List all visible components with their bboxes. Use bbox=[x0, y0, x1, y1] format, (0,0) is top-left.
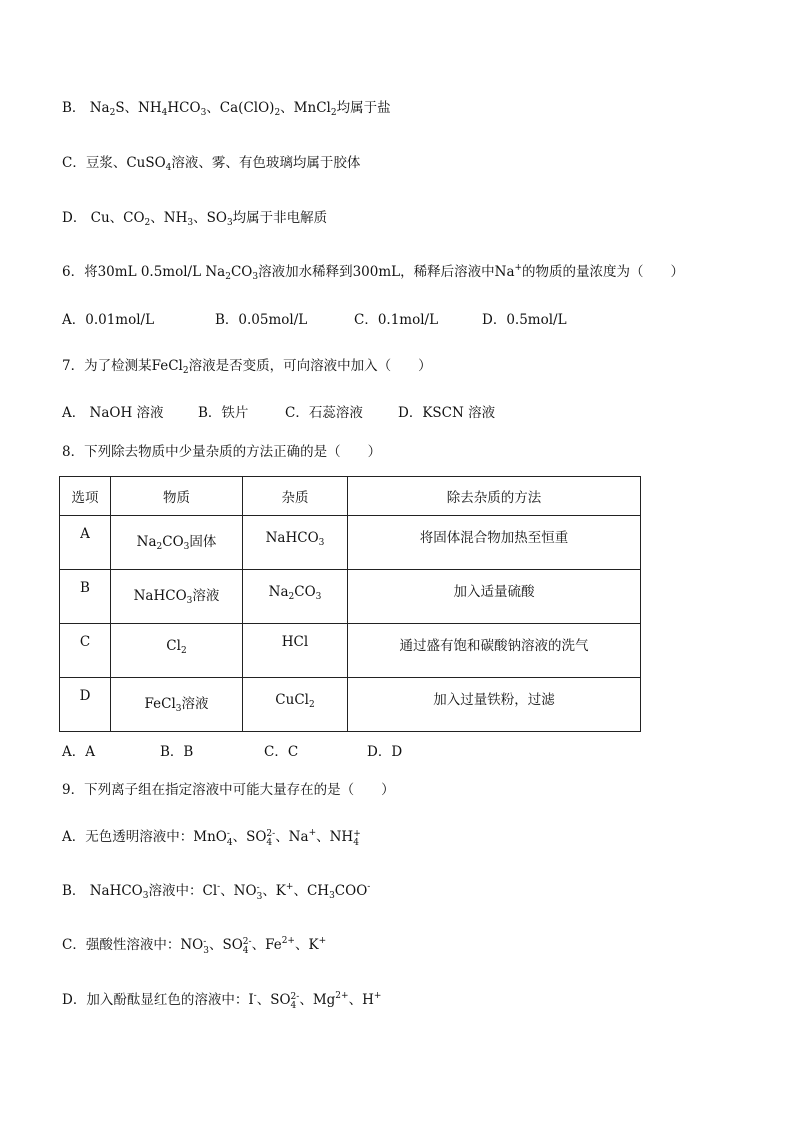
table-row bbox=[60, 624, 641, 678]
q6-option-a: A．0.01mol/L bbox=[62, 312, 155, 328]
q7-option-d: D．KSCN 溶液 bbox=[398, 405, 496, 421]
q9-stem-text: 9．下列离子组在指定溶液中可能大量存在的是（ ） bbox=[62, 782, 395, 798]
table-cell-impurity: CuCl$_2$ bbox=[243, 678, 348, 732]
q9-option-d-prefix: D．加入酚酞显红色的溶液中： bbox=[62, 992, 249, 1008]
q5-option-b-text: B． $Na_2S$、$NH_4HCO_3$、$Ca(ClO)_2$、MnCl$_2$均属于盐 bbox=[62, 100, 391, 118]
q9-option-a-ions: MnO - 4 、SO 2- 4 、Na+、NH + 4 bbox=[193, 828, 361, 848]
q5-option-c-text: C．豆浆、CuSO$_4$溶液、雾、有色玻璃均属于胶体 bbox=[62, 155, 361, 173]
q9-option-c bbox=[62, 936, 326, 956]
table-cell-substance: $Cl_2$ bbox=[111, 624, 243, 678]
table-cell-option: D bbox=[60, 678, 111, 732]
table-cell-substance: $Na_2CO_3$固体 bbox=[111, 516, 243, 570]
table-cell-option: B bbox=[60, 570, 111, 624]
table-header-impurity: 杂质 bbox=[243, 477, 348, 516]
table-cell-impurity: $Na_2CO_3$ bbox=[243, 570, 348, 624]
table-cell-method: 通过盛有饱和碳酸钠溶液的洗气 bbox=[348, 624, 641, 678]
table-header-row bbox=[60, 477, 641, 516]
table-header-substance: 物质 bbox=[111, 477, 243, 516]
table-header-option: 选项 bbox=[60, 477, 111, 516]
q9-option-b-ions: Cl-、NO - 3 、K+、$CH_3COO^-$ bbox=[202, 882, 371, 902]
q5-option-d bbox=[62, 209, 327, 227]
q9-option-b-prefix: B． NaHCO$_3$溶液中： bbox=[62, 883, 203, 901]
q9-option-c-prefix: C．强酸性溶液中： bbox=[62, 937, 181, 953]
q6-option-b: B．0.05mol/L bbox=[215, 312, 308, 328]
q8-option-b: B．B bbox=[160, 744, 194, 760]
table-cell-impurity: HCl bbox=[243, 624, 348, 678]
table-row bbox=[60, 516, 641, 570]
q7-stem bbox=[62, 357, 432, 375]
q8-option-a: A．A bbox=[62, 744, 95, 760]
q6-option-d: D．0.5mol/L bbox=[482, 312, 567, 328]
table-header-method: 除去杂质的方法 bbox=[348, 477, 641, 516]
q6-stem-text: 6．将30mL 0.5mol/L $Na_2CO_3$溶液加水稀释到300mL，稀释后溶液中Na+的物质的量浓度为（ ） bbox=[62, 263, 685, 282]
q7-option-a: A． NaOH 溶液 bbox=[62, 405, 164, 421]
table-row bbox=[60, 570, 641, 624]
q8-stem-text: 8．下列除去物质中少量杂质的方法正确的是（ ） bbox=[62, 444, 382, 460]
q6-option-c: C．0.1mol/L bbox=[354, 312, 439, 328]
table-cell-method: 加入过量铁粉，过滤 bbox=[348, 678, 641, 732]
table-cell-substance: FeCl$_3$溶液 bbox=[111, 678, 243, 732]
q6-stem bbox=[62, 263, 684, 281]
q9-option-d-ions: I-、SO 2- 4 、$Mg^{2+}$、H+ bbox=[248, 991, 382, 1011]
table-row bbox=[60, 678, 641, 732]
table-cell-method: 将固体混合物加热至恒重 bbox=[348, 516, 641, 570]
table-cell-substance: NaHCO$_3$溶液 bbox=[111, 570, 243, 624]
table-cell-option: A bbox=[60, 516, 111, 570]
q8-table bbox=[59, 476, 641, 732]
q7-option-b: B．铁片 bbox=[198, 405, 249, 421]
q8-option-c: C．C bbox=[264, 744, 299, 760]
q8-option-d: D．D bbox=[367, 744, 403, 760]
q9-stem bbox=[62, 781, 395, 799]
q9-option-b bbox=[62, 882, 370, 902]
q9-option-d bbox=[62, 991, 381, 1011]
q9-option-c-ions: NO - 3 、SO 2- 4 、$Fe^{2+}$、K+ bbox=[180, 936, 327, 956]
q9-option-a bbox=[62, 828, 361, 848]
q7-option-c: C．石蕊溶液 bbox=[285, 405, 363, 421]
q8-stem bbox=[62, 443, 381, 461]
q5-option-b bbox=[62, 99, 391, 117]
table-cell-option: C bbox=[60, 624, 111, 678]
q5-option-c bbox=[62, 154, 360, 172]
q7-stem-text: 7．为了检测某FeCl$_2$溶液是否变质，可向溶液中加入（ ） bbox=[62, 358, 432, 376]
table-cell-method: 加入适量硫酸 bbox=[348, 570, 641, 624]
table-cell-impurity: NaHCO$_3$ bbox=[243, 516, 348, 570]
q9-option-a-prefix: A．无色透明溶液中： bbox=[62, 829, 194, 845]
q5-option-d-text: D． Cu、$CO_2$、$NH_3$、$SO_3$均属于非电解质 bbox=[62, 210, 328, 228]
